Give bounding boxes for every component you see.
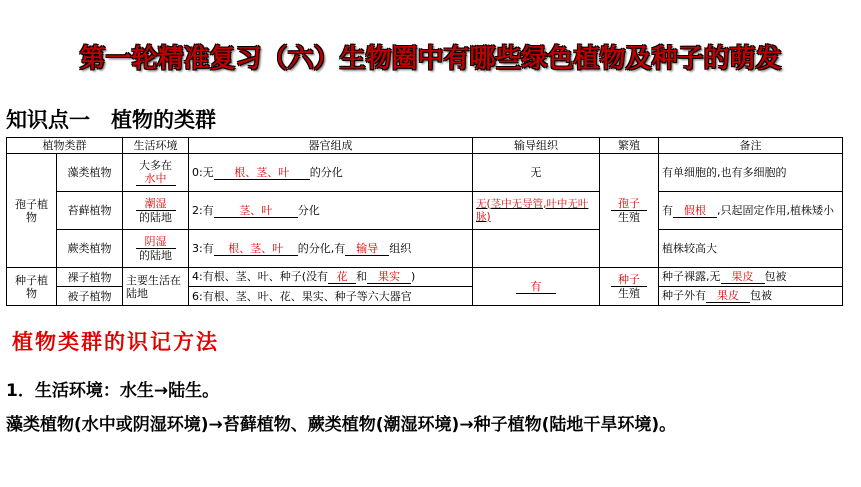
angio-note: 种子外有 果皮 包被 [659, 287, 843, 306]
fern-environment: 阴湿 的陆地 [123, 230, 189, 268]
moss-env-answer: 潮湿 [136, 197, 176, 211]
algae-note: 有单细胞的,也有多细胞的 [659, 154, 843, 192]
moss-note-answer: 假根 [673, 204, 717, 218]
point-habitat-sequence: 藻类植物(水中或阴湿环境)→苔藓植物、蕨类植物(潮湿环境)→种子植物(陆地干旱环境)。 [6, 415, 677, 435]
seed-reproduction: 种子 生殖 [600, 268, 659, 306]
gymno-organ-answer: 花 [328, 270, 356, 284]
algae-environment [123, 154, 189, 192]
gymno-note: 种子裸露,无 果皮 包被 [659, 268, 843, 287]
algae-env-answer: 水中 [136, 172, 176, 186]
plant-groups-table [6, 137, 843, 306]
page-title: 第一轮精准复习（六）生物圈中有哪些绿色植物及种子的萌发 [79, 44, 782, 74]
moss-note: 有 假根 ,只起固定作用,植株矮小 [659, 192, 843, 230]
group-spore-plants: 孢子植物 [7, 154, 57, 268]
moss-organ-answer: 茎、叶 [214, 204, 298, 218]
header-reproduction: 繁殖 [600, 138, 659, 154]
fern-env-answer: 阴湿 [136, 235, 176, 249]
group-seed-plants: 种子植物 [7, 268, 57, 306]
fern-organs: 3:有 根、茎、叶 的分化,有 输导 组织 [189, 230, 473, 268]
seed-vascular-answer: 有 [516, 280, 556, 294]
header-organs: 器官组成 [189, 138, 473, 154]
fern-note: 植株较高大 [659, 230, 843, 268]
angio-name: 被子植物 [57, 287, 123, 306]
header-plant-group: 植物类群 [7, 138, 123, 154]
angio-note-answer: 果皮 [706, 289, 750, 303]
table-row-algae [7, 154, 843, 192]
fern-name: 蕨类植物 [57, 230, 123, 268]
fern-organ-answer2: 输导 [345, 242, 389, 256]
moss-environment: 潮湿 的陆地 [123, 192, 189, 230]
gymno-organ-answer2: 果实 [367, 270, 411, 284]
angio-organs: 6:有根、茎、叶、花、果实、种子等六大器官 [189, 287, 473, 306]
algae-organs: 0:无 根、茎、叶 的分化 [189, 154, 473, 192]
spore-reproduction: 孢子 生殖 [600, 154, 659, 268]
point-1-habitat: 1．生活环境：水生→陆生。 [6, 381, 220, 401]
algae-organ-answer: 根、茎、叶 [214, 166, 310, 180]
fern-organ-answer: 根、茎、叶 [214, 242, 298, 256]
algae-vascular: 无 [473, 154, 600, 192]
algae-env-pre: 大多在 [139, 159, 172, 172]
algae-name: 藻类植物 [57, 154, 123, 192]
gymno-name: 裸子植物 [57, 268, 123, 287]
header-vascular: 输导组织 [473, 138, 600, 154]
header-notes: 备注 [659, 138, 843, 154]
moss-name: 苔藓植物 [57, 192, 123, 230]
section-heading-plant-groups: 知识点一 植物的类群 [6, 108, 216, 132]
section-heading-memory-method: 植物类群的识记方法 [12, 330, 219, 354]
table-row-fern [7, 230, 843, 268]
seed-environment: 主要生活在陆地 [123, 268, 189, 306]
table-row-gymnosperm [7, 268, 843, 287]
fern-vascular [473, 230, 600, 268]
header-environment: 生活环境 [123, 138, 189, 154]
seed-vascular [473, 268, 600, 306]
moss-vascular: 无(茎中无导管,叶中无叶脉) [473, 192, 600, 230]
table-header-row [7, 138, 843, 154]
gymno-note-answer: 果皮 [721, 270, 765, 284]
moss-organs: 2:有 茎、叶 分化 [189, 192, 473, 230]
table-row-moss [7, 192, 843, 230]
gymno-organs: 4:有根、茎、叶、种子(没有 花 和 果实 ) [189, 268, 473, 287]
